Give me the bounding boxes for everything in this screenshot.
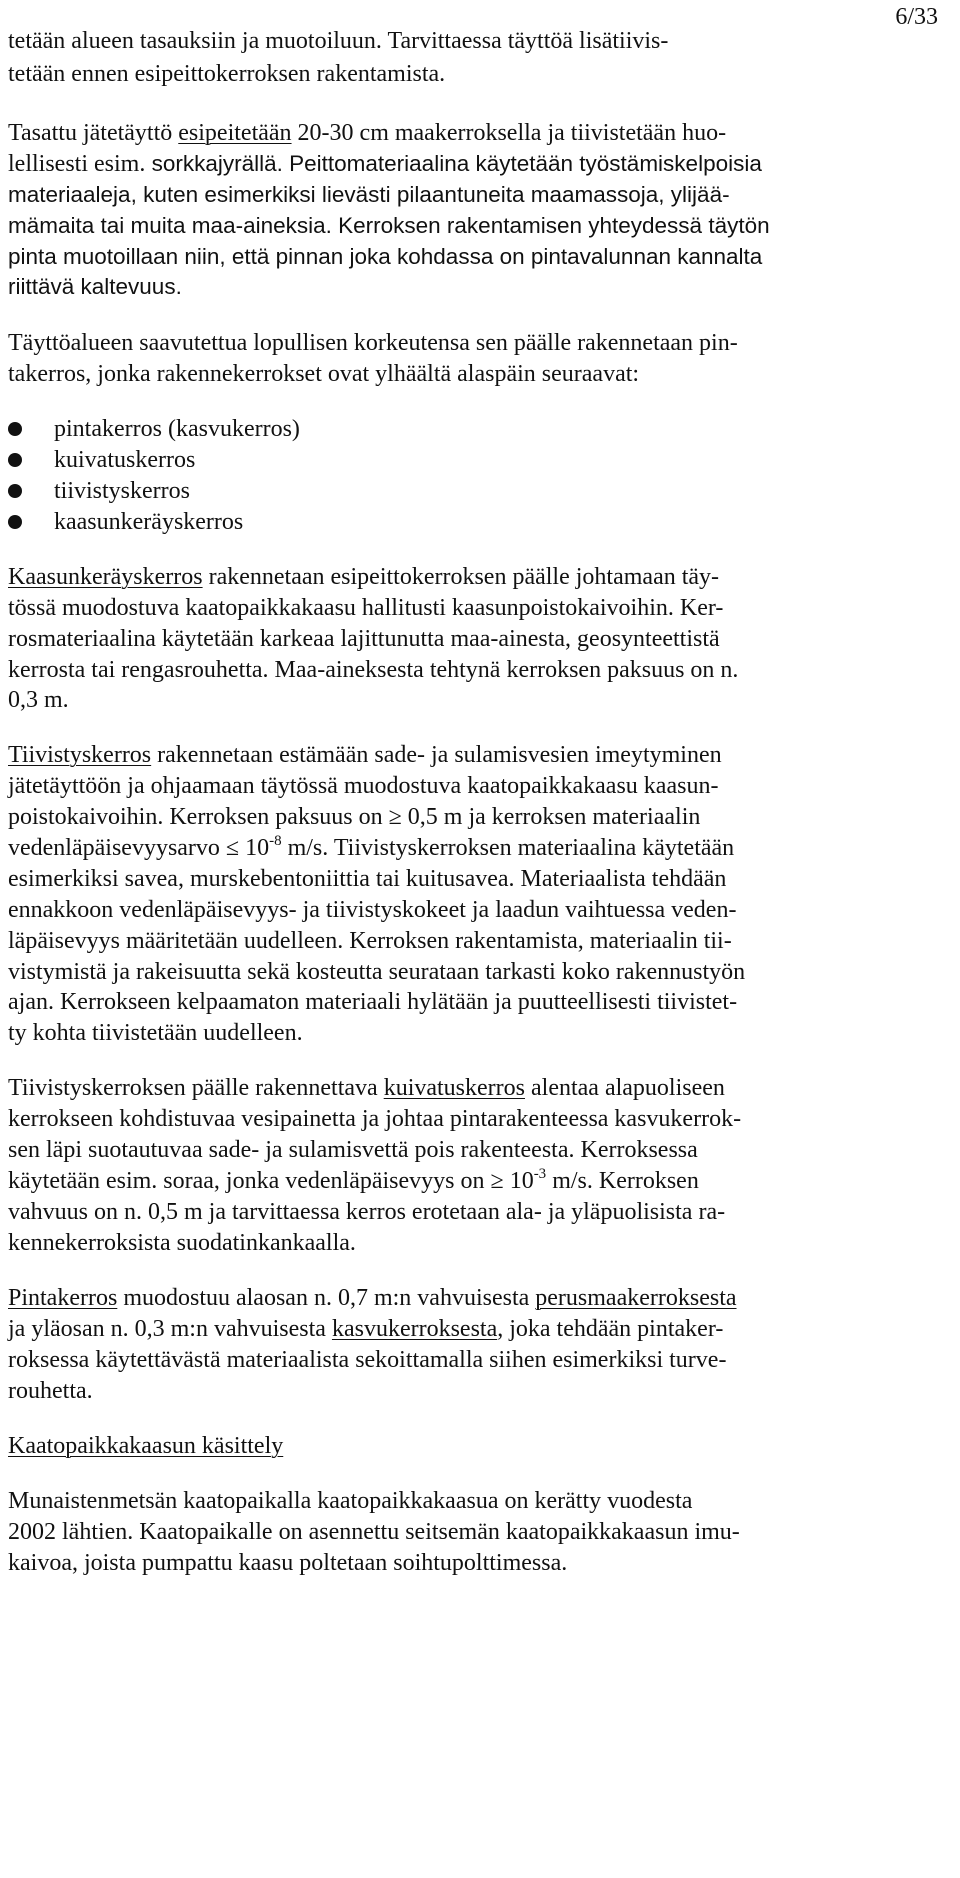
paragraph-6-line-4 xyxy=(8,1164,699,1198)
text: rakennetaan esipeittokerroksen päälle johtamaan täy- xyxy=(202,564,720,590)
paragraph-5-line-5: esimerkiksi savea, murskebentoniittia tai kuitusavea. Materiaalista tehdään xyxy=(8,866,727,892)
term-kaasunkerayskerros: Kaasunkeräyskerros xyxy=(8,564,203,590)
paragraph-5-line-7: läpäisevyys määritetään uudelleen. Kerroksen rakentamista, materiaalin tii- xyxy=(8,928,732,954)
paragraph-4-line-4: kerrosta tai rengasrouhetta. Maa-aineksesta tehtynä kerroksen paksuus on n. xyxy=(8,657,739,683)
term-tiivistyskerros: Tiivistyskerros xyxy=(8,742,152,768)
bullet-icon xyxy=(8,515,22,529)
paragraph-8-line-2: 2002 lähtien. Kaatopaikalle on asennettu seitsemän kaatopaikkakaasun imu- xyxy=(8,1519,740,1545)
paragraph-5-line-3 xyxy=(8,800,700,834)
paragraph-8-line-3: kaivoa, joista pumpattu kaasu poltetaan soihtupolttimessa. xyxy=(8,1550,568,1576)
text-sans: sorkkajyrällä. Peittomateriaalina käytetään työstämiskelpoisia xyxy=(145,151,762,176)
paragraph-6-line-2: kerrokseen kohdistuvaa vesipainetta ja johtaa pintarakenteessa kasvukerrok- xyxy=(8,1106,742,1132)
term-perusmaakerroksesta: perusmaakerroksesta xyxy=(535,1285,737,1311)
term-kuivatuskerros: kuivatuskerros xyxy=(383,1075,525,1101)
text: Tasattu jätetäyttö xyxy=(8,120,179,146)
paragraph-1-line-2: tetään ennen esipeittokerroksen rakentamista. xyxy=(8,61,446,87)
paragraph-3-line-2: takerros, jonka rakennekerrokset ovat ylhäältä alaspäin seuraavat: xyxy=(8,361,640,387)
list-item-text: kaasunkeräyskerros xyxy=(54,509,244,535)
paragraph-8-line-1: Munaistenmetsän kaatopaikalla kaatopaikkakaasua on kerätty vuodesta xyxy=(8,1488,693,1514)
text: m/s. Tiivistyskerroksen materiaalina käytetään xyxy=(281,835,735,861)
text: alentaa alapuoliseen xyxy=(525,1075,725,1101)
text: Tiivistyskerroksen päälle rakennettava xyxy=(8,1075,384,1101)
paragraph-5-line-4 xyxy=(8,831,734,865)
paragraph-3-line-1: Täyttöalueen saavutettua lopullisen korkeutensa sen päälle rakennetaan pin- xyxy=(8,330,738,356)
text: m/s. Kerroksen xyxy=(546,1168,699,1194)
text: ja yläosan n. 0,3 m:n vahvuisesta xyxy=(8,1316,332,1342)
list-item-text: pintakerros (kasvukerros) xyxy=(54,416,300,442)
text: 20-30 cm maakerroksella ja tiivistetään huo- xyxy=(291,120,727,146)
paragraph-7-line-3: roksessa käytettävästä materiaalista sekoittamalla siihen esimerkiksi turve- xyxy=(8,1347,727,1373)
text: käytetään esim. soraa, jonka vedenläpäisevyys on xyxy=(8,1168,491,1194)
exponent: -3 xyxy=(533,1166,547,1182)
text: muodostuu alaosan n. 0,7 m:n vahvuisesta xyxy=(117,1285,536,1311)
bullet-icon xyxy=(8,422,22,436)
section-heading: Kaatopaikkakaasun käsittely xyxy=(8,1433,284,1459)
paragraph-5-line-9: ajan. Kerrokseen kelpaamaton materiaali hylätään ja puutteellisesti tiivistet- xyxy=(8,989,738,1015)
less-equal-symbol: ≤ xyxy=(225,835,240,861)
paragraph-5-line-1 xyxy=(8,738,722,772)
paragraph-2-line-4: mämaita tai muita maa-aineksia. Kerroksen rakentamisen yhteydessä täytön xyxy=(8,213,770,238)
bullet-icon xyxy=(8,484,22,498)
term-esipeitetaan: esipeitetään xyxy=(178,120,292,146)
text: rakennetaan estämään sade- ja sulamisvesien imeytyminen xyxy=(151,742,722,768)
paragraph-4-line-3: rosmateriaalina käytetään karkeaa lajittunutta maa-ainesta, geosynteettistä xyxy=(8,626,720,652)
paragraph-6-line-5: vahvuus on n. 0,5 m ja tarvittaessa kerros erotetaan ala- ja yläpuolisista ra- xyxy=(8,1199,726,1225)
paragraph-5-line-6: ennakkoon vedenläpäisevyys- ja tiivistyskokeet ja laadun vaihtuessa veden- xyxy=(8,897,737,923)
paragraph-7-line-1 xyxy=(8,1281,737,1315)
paragraph-4-line-5: 0,3 m. xyxy=(8,687,69,713)
text: 10 xyxy=(503,1168,534,1194)
paragraph-6-line-3: sen läpi suotautuvaa sade- ja sulamisvettä pois rakenteesta. Kerroksessa xyxy=(8,1137,698,1163)
paragraph-2-line-5: pinta muotoillaan niin, että pinnan joka kohdassa on pintavalunnan kannalta xyxy=(8,244,763,269)
text: 0,5 m ja kerroksen materiaalin xyxy=(401,804,701,830)
paragraph-7-line-2 xyxy=(8,1312,723,1346)
list-item-text: tiivistyskerros xyxy=(54,478,190,504)
exponent: -8 xyxy=(269,833,282,849)
term-kasvukerroksesta: kasvukerroksesta xyxy=(331,1316,498,1342)
paragraph-5-line-2: jätetäyttöön ja ohjaamaan täytössä muodostuva kaatopaikkakaasu kaasun- xyxy=(8,773,719,799)
paragraph-2-line-6: riittävä kaltevuus. xyxy=(8,274,182,299)
paragraph-2-line-1 xyxy=(8,116,726,150)
paragraph-5-line-10: ty kohta tiivistetään uudelleen. xyxy=(8,1020,303,1046)
text: poistokaivoihin. Kerroksen paksuus on xyxy=(8,804,389,830)
greater-equal-symbol: ≥ xyxy=(490,1168,504,1194)
bullet-icon xyxy=(8,453,22,467)
paragraph-6-line-6: kennekerroksista suodatinkankaalla. xyxy=(8,1230,356,1256)
paragraph-2-line-2 xyxy=(8,147,762,181)
text: vedenläpäisevyysarvo xyxy=(8,835,226,861)
paragraph-4-line-1 xyxy=(8,560,719,594)
page-number: 6/33 xyxy=(895,4,938,30)
paragraph-1-line-1: tetään alueen tasauksiin ja muotoiluun. Tarvittaessa täyttöä lisätiivis- xyxy=(8,28,669,54)
term-pintakerros: Pintakerros xyxy=(8,1285,118,1311)
paragraph-6-line-1 xyxy=(8,1071,725,1105)
text: lellisesti esim. xyxy=(8,151,146,177)
greater-equal-symbol: ≥ xyxy=(388,804,402,830)
paragraph-7-line-4: rouhetta. xyxy=(8,1378,93,1404)
list-item-text: kuivatuskerros xyxy=(54,447,196,473)
paragraph-2-line-3: materiaaleja, kuten esimerkiksi lievästi pilaantuneita maamassoja, ylijää- xyxy=(8,182,730,207)
text: , joka tehdään pintaker- xyxy=(497,1316,724,1342)
paragraph-5-line-8: vistymistä ja rakeisuutta sekä kosteutta seurataan tarkasti koko rakennustyön xyxy=(8,959,746,985)
paragraph-4-line-2: tössä muodostuva kaatopaikkakaasu hallitusti kaasunpoistokaivoihin. Ker- xyxy=(8,595,724,621)
text: 10 xyxy=(239,835,270,861)
